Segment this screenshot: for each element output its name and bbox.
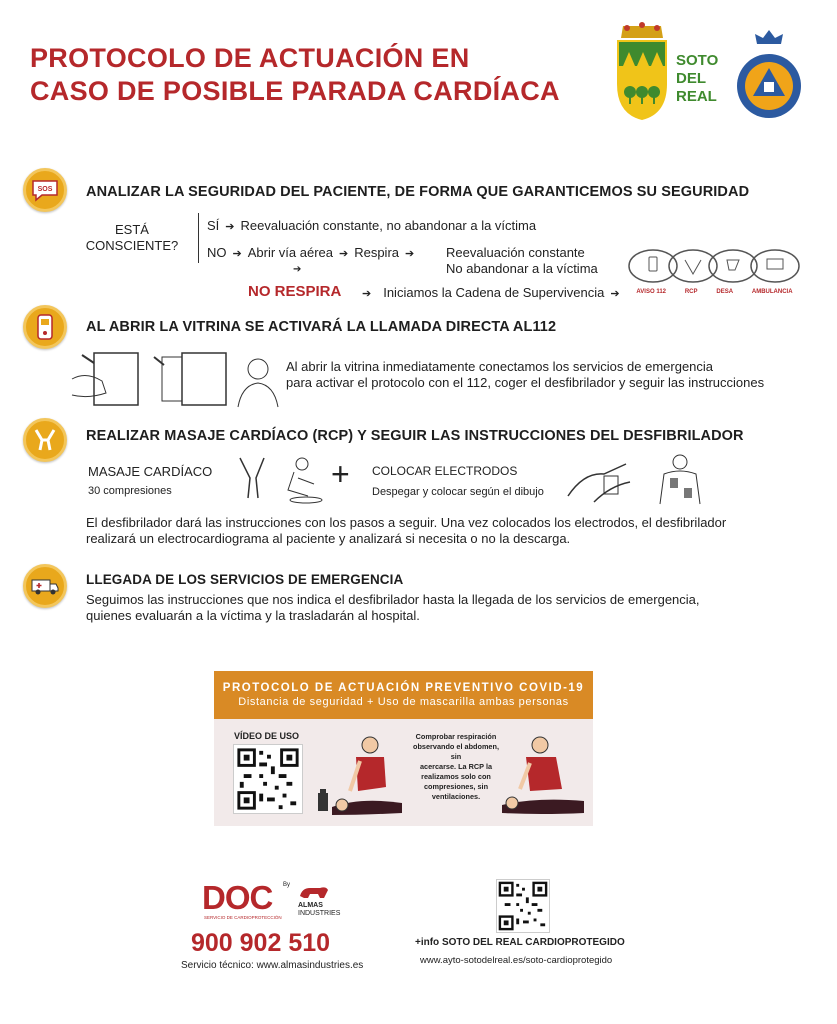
covid-note: Comprobar respiración observando el abdomen, sin acercarse. La RCP la realizamos solo con compresiones, sin ventilaciones. [413, 732, 499, 801]
cpr-hands-icon [23, 418, 67, 462]
step4-text: Seguimos las instrucciones que nos indica el desfibrilador hasta la llegada de los servicios de emergencia, quienes evaluarán a la víctima y la trasladarán al hospital. [86, 592, 700, 623]
step1-heading: ANALIZAR LA SEGURIDAD DEL PACIENTE, DE FORMA QUE GARANTICEMOS SU SEGURIDAD [86, 184, 750, 200]
no-breathing-label: NO RESPIRA [248, 283, 342, 300]
doc-subtitle: SERVICIO DE CARDIOPROTECCIÓN [204, 915, 282, 920]
info-qr-code[interactable] [496, 879, 550, 933]
phone-icon [23, 305, 67, 349]
almas-logo: ALMAS INDUSTRIES [298, 902, 341, 917]
video-qr-code[interactable] [233, 744, 303, 814]
covid-header: PROTOCOLO DE ACTUACIÓN PREVENTIVO COVID-19 Distancia de seguridad + Uso de mascarilla ambas personas [214, 671, 593, 719]
rescuer-observing-illustration [500, 731, 588, 821]
massage-block: MASAJE CARDÍACO 30 compresiones [88, 464, 213, 497]
no-row: NO ➔ Abrir vía aérea ➔ Respira ➔ [207, 245, 415, 260]
town-logo-text: SOTO DEL REAL [676, 52, 719, 105]
plus-sign: + [331, 456, 350, 492]
doc-logo: DOC [202, 879, 273, 916]
page-title [30, 42, 560, 108]
conscious-question: ESTÁ CONSCIENTE? [85, 222, 179, 253]
step3-heading: REALIZAR MASAJE CARDÍACO (RCP) Y SEGUIR LAS INSTRUCCIONES DEL DESFIBRILADOR [86, 428, 744, 444]
reevaluation-text: Reevaluación constante No abandonar a la víctima [446, 245, 598, 276]
svg-text:SOS: SOS [37, 186, 53, 193]
divider [198, 213, 199, 263]
by-label: By [283, 882, 291, 888]
phone-number[interactable]: 900 902 510 [191, 929, 331, 957]
cabinet-opening-illustration [66, 349, 280, 409]
electrodes-block: COLOCAR ELECTRODOS Despegar y colocar según el dibujo [372, 464, 544, 498]
step2-heading: AL ABRIR LA VITRINA SE ACTIVARÁ LA LLAMADA DIRECTA AL112 [86, 319, 557, 335]
video-label: VÍDEO DE USO [234, 731, 300, 741]
bear-icon [298, 884, 330, 900]
title-line-2: CASO DE POSIBLE PARADA CARDÍACA [30, 76, 560, 106]
cpr-illustration [234, 454, 324, 504]
ambulance-icon [23, 564, 67, 608]
covid-protocol-box [214, 671, 593, 826]
down-arrow-icon: ➔ [293, 264, 302, 275]
yes-row: SÍ ➔ Reevaluación constante, no abandonar a la víctima [207, 218, 537, 233]
town-shield-logo [613, 22, 671, 122]
chain-labels: AVISO 112 RCP DESA AMBULANCIA [636, 289, 793, 295]
service-text: Servicio técnico: www.almasindustries.es [181, 960, 364, 971]
step4-heading: LLEGADA DE LOS SERVICIOS DE EMERGENCIA [86, 572, 404, 587]
title-line-1: PROTOCOLO DE ACTUACIÓN EN [30, 43, 470, 73]
sos-icon [23, 168, 67, 212]
electrodes-illustration [564, 452, 714, 506]
step3-text: El desfibrilador dará las instrucciones con los pasos a seguir. Una vez colocados los electrodos, el desfibrilador realizará un electrocardiograma al paciente y analizará si necesita o no la descarga. [86, 515, 727, 546]
proteccion-civil-logo [735, 28, 803, 124]
info-url[interactable]: www.ayto-sotodelreal.es/soto-cardioprotegido [420, 955, 613, 966]
info-title: +info SOTO DEL REAL CARDIOPROTEGIDO [415, 937, 625, 948]
step2-text: Al abrir la vitrina inmediatamente conectamos los servicios de emergencia para activar el protocolo con el 112, coger el desfibrilador y seguir las instrucciones [286, 359, 765, 390]
chain-text: ➔ Iniciamos la Cadena de Supervivencia ➔ [362, 285, 620, 300]
rescuer-compressions-illustration [312, 731, 408, 821]
